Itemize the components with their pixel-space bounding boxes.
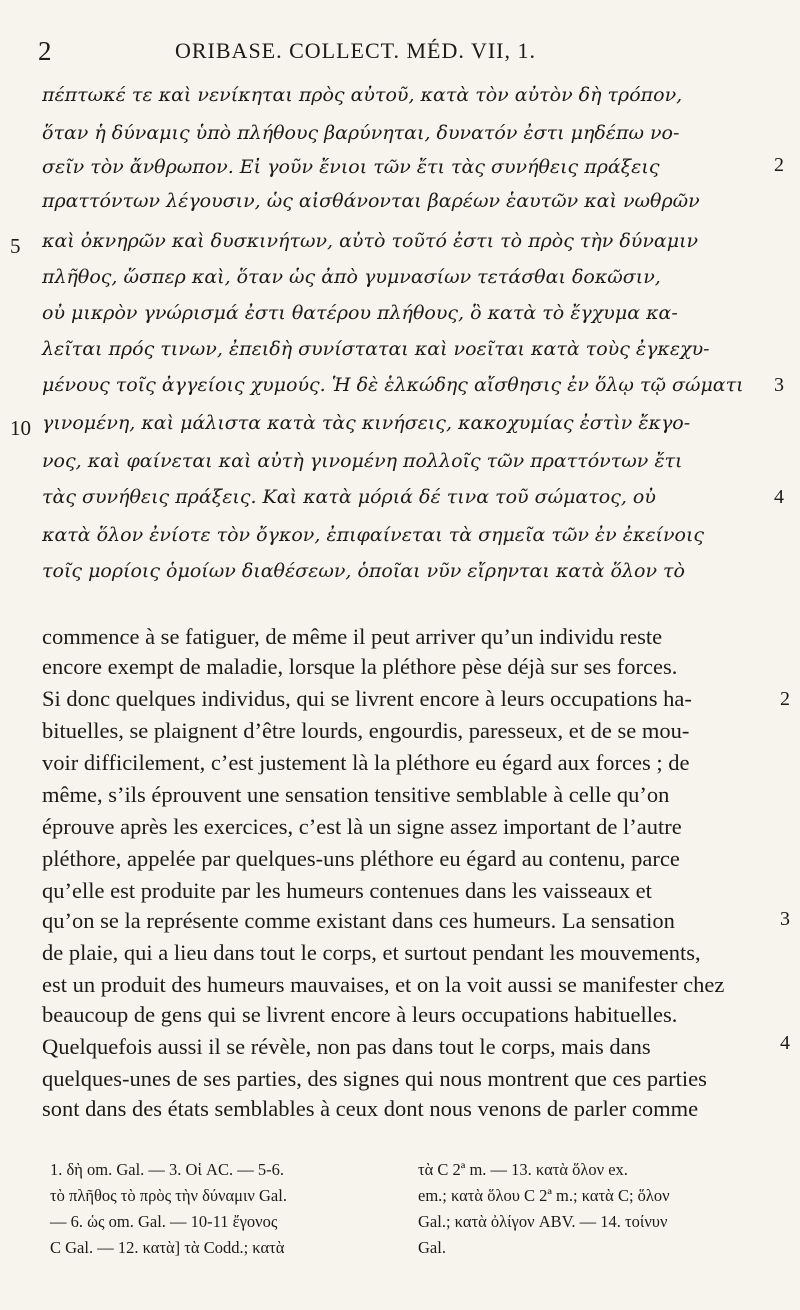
greek-line: πραττόντων λέγουσιν, ὡς αἰσθάνονται βαρέων ἑαυτῶν καὶ νωθρῶν	[42, 190, 700, 212]
greek-line: νος, καὶ φαίνεται καὶ αὐτὴ γινομένη πολλοῖς τῶν πραττόντων ἔτι	[42, 450, 683, 472]
line-number-5: 5	[10, 234, 21, 258]
footnote-line: τὸ πλῆθος τὸ πρὸς τὴν δύναμιν Gal.	[50, 1186, 287, 1205]
line-number-10: 10	[10, 416, 31, 440]
greek-line: καὶ ὀκνηρῶν καὶ δυσκινήτων, αὐτὸ τοῦτό ἐστι τὸ πρὸς τὴν δύναμιν	[42, 230, 699, 252]
footnote-line: 1. δὴ om. Gal. — 3. Οἱ AC. — 5-6.	[50, 1160, 284, 1179]
footnote-line: Gal.; κατὰ ὀλίγον ABV. — 14. τοίνυν	[418, 1212, 668, 1231]
french-line: Quelquefois aussi il se révèle, non pas dans tout le corps, mais dans	[42, 1034, 651, 1059]
running-head: ORIBASE. COLLECT. MÉD. VII, 1.	[175, 38, 537, 63]
footnote-line: — 6. ὡς om. Gal. — 10-11 ἔγονος	[50, 1212, 278, 1231]
page-number: 2	[38, 36, 52, 66]
french-line: beaucoup de gens qui se livrent encore à leurs occupations habituelles.	[42, 1002, 678, 1027]
greek-line: γινομένη, καὶ μάλιστα κατὰ τὰς κινήσεις, κακοχυμίας ἐστὶν ἔκγο-	[42, 412, 691, 434]
greek-line: τοῖς μορίοις ὁμοίων διαθέσεων, ὁποῖαι νῦν εἴρηνται κατὰ ὅλον τὸ	[42, 560, 685, 582]
french-line: quelques-unes de ses parties, des signes qui nous montrent que ces parties	[42, 1066, 707, 1091]
french-line: bituelles, se plaignent d’être lourds, engourdis, paresseux, et de se mou-	[42, 718, 690, 743]
greek-line: πέπτωκέ τε καὶ νενίκηται πρὸς αὐτοῦ, κατὰ τὸν αὐτὸν δὴ τρόπον,	[42, 84, 683, 106]
greek-line: κατὰ ὅλον ἐνίοτε τὸν ὄγκον, ἐπιφαίνεται τὰ σημεῖα τῶν ἐν ἐκείνοις	[42, 524, 705, 546]
french-line: sont dans des états semblables à ceux dont nous venons de parler comme	[42, 1096, 699, 1121]
greek-line: ὅταν ἡ δύναμις ὑπὸ πλήθους βαρύνηται, δυνατόν ἐστι μηδέπω νο-	[42, 122, 680, 144]
section-number-3: 3	[774, 374, 784, 396]
section-number-4: 4	[774, 486, 784, 508]
section-number-2: 2	[780, 688, 790, 710]
page-header	[0, 30, 800, 70]
french-line: de plaie, qui a lieu dans tout le corps, et surtout pendant les mouvements,	[42, 940, 701, 965]
greek-line: πλῆθος, ὥσπερ καὶ, ὅταν ὡς ἀπὸ γυμνασίων τετάσθαι δοκῶσιν,	[42, 266, 661, 288]
section-number-4: 4	[780, 1032, 790, 1054]
footnote-line: em.; κατὰ ὅλου C 2ª m.; κατὰ C; ὅλον	[418, 1186, 670, 1205]
french-line: commence à se fatiguer, de même il peut arriver qu’un individu reste	[42, 624, 663, 649]
section-number-3: 3	[780, 908, 790, 930]
french-line: est un produit des humeurs mauvaises, et on la voit aussi se manifester chez	[42, 972, 725, 997]
greek-line: μένους τοῖς ἀγγείοις χυμούς. Ἡ δὲ ἑλκώδης αἴσθησις ἐν ὅλῳ τῷ σώματι	[42, 374, 744, 396]
greek-line: οὐ μικρὸν γνώρισμά ἐστι θατέρου πλήθους, ὃ κατὰ τὸ ἔγχυμα κα-	[42, 302, 678, 324]
french-line: même, s’ils éprouvent une sensation tensitive semblable à celle qu’on	[42, 782, 670, 807]
french-line: éprouve après les exercices, c’est là un signe assez important de l’autre	[42, 814, 682, 839]
footnote-line: C Gal. — 12. κατὰ] τὰ Codd.; κατὰ	[50, 1238, 285, 1257]
greek-line: τὰς συνήθεις πράξεις. Καὶ κατὰ μόριά δέ τινα τοῦ σώματος, οὐ	[42, 486, 656, 508]
french-line: voir difficilement, c’est justement là la pléthore eu égard aux forces ; de	[42, 750, 690, 775]
footnote-line: τὰ C 2ª m. — 13. κατὰ ὅλον ex.	[418, 1160, 628, 1179]
section-number-2: 2	[774, 154, 784, 176]
french-line: qu’elle est produite par les humeurs contenues dans les vaisseaux et	[42, 878, 652, 903]
greek-line: σεῖν τὸν ἄνθρωπον. Εἰ γοῦν ἔνιοι τῶν ἔτι τὰς συνήθεις πράξεις	[42, 156, 660, 178]
french-line: qu’on se la représente comme existant dans ces humeurs. La sensation	[42, 908, 675, 933]
french-line: Si donc quelques individus, qui se livrent encore à leurs occupations ha-	[42, 686, 692, 711]
greek-line: λεῖται πρός τινων, ἐπειδὴ συνίσταται καὶ νοεῖται κατὰ τοὺς ἐγκεχυ-	[42, 338, 710, 360]
footnote-line: Gal.	[418, 1238, 446, 1257]
french-line: pléthore, appelée par quelques-uns pléthore eu égard au contenu, parce	[42, 846, 680, 871]
french-line: encore exempt de maladie, lorsque la pléthore pèse déjà sur ses forces.	[42, 654, 678, 679]
